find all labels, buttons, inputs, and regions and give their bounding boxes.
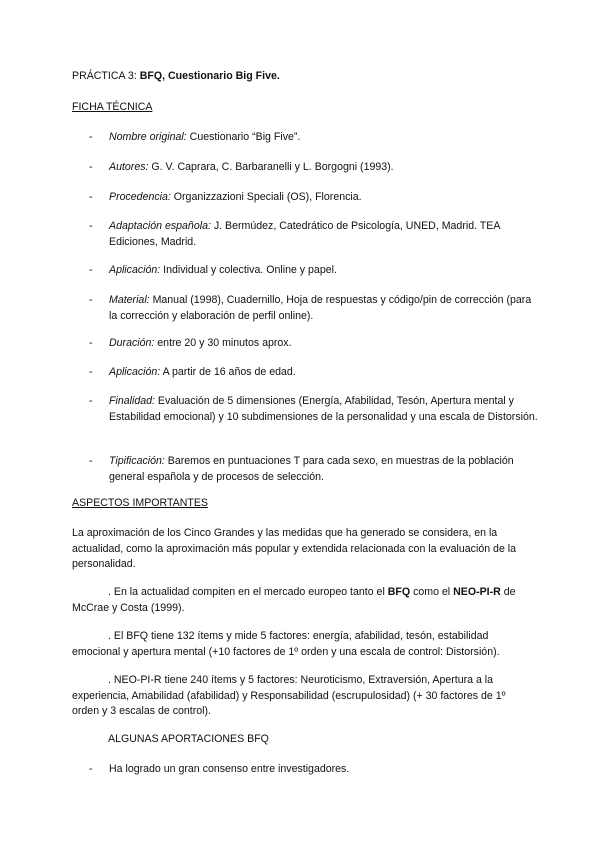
list-item <box>89 190 539 206</box>
item-text: Ha logrado un gran consenso entre investigadores. <box>109 763 350 775</box>
paragraph-bfq-items <box>72 629 534 660</box>
dash-bullet: - <box>89 337 93 349</box>
page-title <box>72 70 280 82</box>
list-item <box>89 762 539 778</box>
bold-bfq: BFQ <box>387 586 411 598</box>
list-item <box>89 365 539 381</box>
item-text: Baremos en puntuaciones T para cada sexo, en muestras de la población general española y de procesos de selección. <box>109 455 514 483</box>
dash-bullet: - <box>89 131 93 143</box>
paragraph-bfq-neo <box>72 585 534 616</box>
dash-bullet: - <box>89 366 93 378</box>
item-label: Nombre original: <box>109 131 187 143</box>
indent <box>72 586 108 598</box>
list-item <box>89 336 539 352</box>
indent <box>72 630 108 642</box>
ficha-tecnica-heading: FICHA TÉCNICA <box>72 101 153 113</box>
dash-bullet: - <box>89 294 93 306</box>
item-text: entre 20 y 30 minutos aprox. <box>154 337 292 349</box>
title-bold: BFQ, Cuestionario Big Five. <box>139 70 280 82</box>
dash-bullet: - <box>89 395 93 407</box>
text-run: . NEO-PI-R tiene 240 ítems y 5 factores: Neuroticismo, Extraversión, Apertura a la experiencia, Amabilidad (afabilidad) y Responsabilidad (escrupulosidad) (+ 30 factores de 1º orden y 3 escalas de control). <box>72 674 506 717</box>
dash-bullet: - <box>89 220 93 232</box>
bold-neo-pi-r: NEO-PI-R <box>453 586 501 598</box>
item-label: Autores: <box>109 161 149 173</box>
item-text: Individual y colectiva. Online y papel. <box>160 264 337 276</box>
aspectos-importantes-heading: ASPECTOS IMPORTANTES <box>72 497 208 509</box>
item-text: G. V. Caprara, C. Barbaranelli y L. Borgogni (1993). <box>148 161 394 173</box>
sub-heading: ALGUNAS APORTACIONES BFQ <box>108 733 269 745</box>
item-text: Cuestionario “Big Five”. <box>186 131 301 143</box>
paragraph-neo-items <box>72 673 534 720</box>
item-text: Evaluación de 5 dimensiones (Energía, Afabilidad, Tesón, Apertura mental y Estabilidad emocional) y 10 subdimensiones de la personalidad y una escala de Distorsión. <box>109 395 538 423</box>
item-label: Finalidad: <box>109 395 155 407</box>
indent <box>72 674 108 686</box>
dash-bullet: - <box>89 161 93 173</box>
text-run: . En la actualidad compiten en el mercado europeo tanto el <box>108 586 388 598</box>
item-label: Adaptación española: <box>109 220 211 232</box>
dash-bullet: - <box>89 191 93 203</box>
list-item <box>89 219 539 250</box>
intro-paragraph: La aproximación de los Cinco Grandes y las medidas que ha generado se considera, en la actualidad, como la aproximación más popular y extendida relacionada con la evaluación de la personalidad. <box>72 527 517 570</box>
item-label: Material: <box>109 294 150 306</box>
item-text: Organizzazioni Speciali (OS), Florencia. <box>170 191 362 203</box>
text-run: de McCrae y Costa (1999). <box>72 586 516 614</box>
list-item <box>89 454 539 485</box>
dash-bullet: - <box>89 264 93 276</box>
text-run: . El BFQ tiene 132 ítems y mide 5 factores: energía, afabilidad, tesón, estabilidad emocional y apertura mental (+10 factores de 1º orden y una escala de control: Distorsión). <box>72 630 500 658</box>
list-item <box>89 263 539 279</box>
list-item <box>89 130 539 146</box>
dash-bullet: - <box>89 763 93 775</box>
item-label: Aplicación: <box>109 264 161 276</box>
dash-bullet: - <box>89 455 93 467</box>
item-label: Aplicación: <box>109 366 161 378</box>
item-label: Procedencia: <box>109 191 171 203</box>
list-item <box>89 160 539 176</box>
item-text: J. Bermúdez, Catedrático de Psicología, UNED, Madrid. TEA Ediciones, Madrid. <box>109 220 500 248</box>
item-label: Duración: <box>109 337 155 349</box>
text-run: como el <box>410 586 454 598</box>
item-text: Manual (1998), Cuadernillo, Hoja de respuestas y código/pin de corrección (para la corrección y elaboración de perfil online). <box>109 294 532 322</box>
title-prefix: PRÁCTICA 3: <box>72 70 140 82</box>
list-item <box>89 394 539 425</box>
item-text: A partir de 16 años de edad. <box>160 366 296 378</box>
item-label: Tipificación: <box>109 455 165 467</box>
list-item <box>89 293 539 324</box>
